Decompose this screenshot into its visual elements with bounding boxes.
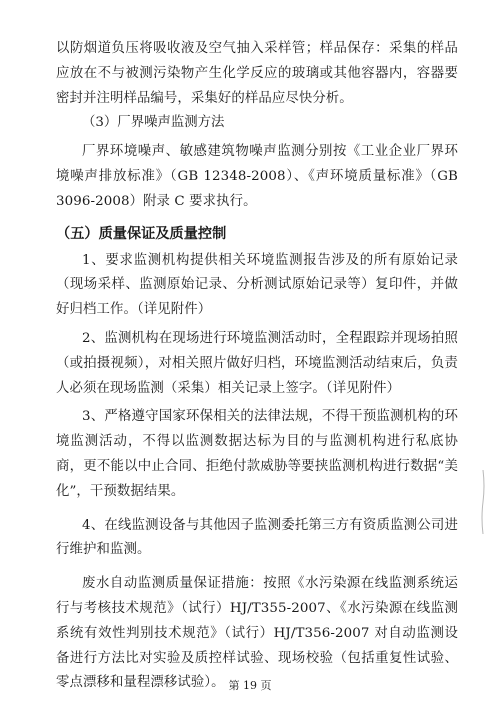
paragraph-sample-storage: 以防烟道负压将吸收液及空气抽入采样管；样品保存：采集的样品应放在不与被测污染物产生化学反应的玻璃或其他容器内，容器要密封并注明样品编号，采集好的样品应尽快分析。 — [56, 41, 458, 106]
section-heading-quality-control: （五）质量保证及质量控制 — [56, 225, 227, 242]
paragraph-noise-standards: 厂界环境噪声、敏感建筑物噪声监测分别按《工业企业厂界环境噪声排放标准》（GB 12348-2008）、《声环境质量标准》（GB 3096-2008）附录 C 要求执行。 — [56, 144, 458, 209]
paragraph-wastewater-qa: 废水自动监测质量保证措施：按照《水污染源在线监测系统运行与考核技术规范》（试行）HJ/T355-2007、《水污染源在线监测系统有效性判别技术规范》（试行）HJ/T356-2007 对自动监测设备进行方法比对实验及质控样试验、现场校验（包括重复性试验、零点漂移和量程漂移试验）。 — [56, 576, 458, 691]
binding-edge-mark — [480, 470, 486, 534]
list-item-original-records: 1、要求监测机构提供相关环境监测报告涉及的所有原始记录（现场采样、监测原始记录、分析测试原始记录等）复印件，并做好归档工作。（详见附件） — [56, 252, 458, 318]
subheading-noise-method: （3）厂界噪声监测方法 — [82, 115, 225, 131]
list-item-legal-compliance: 3、严格遵守国家环保相关的法律法规，不得干预监测机构的环境监测活动，不得以监测数据达标为目的与监测机构进行私底协商，更不能以中止合同、拒绝付款威胁等要挟监测机构进行数据“美化”，干预数据结果。 — [56, 409, 458, 499]
list-item-online-monitoring: 4、在线监测设备与其他因子监测委托第三方有资质监测公司进行维护和监测。 — [56, 517, 458, 558]
list-item-onsite-tracking: 2、监测机构在现场进行环境监测活动时，全程跟踪并现场拍照（或拍摄视频），对相关照片做好归档，环境监测活动结束后，负责人必须在现场监测（采集）相关记录上签字。（详见附件） — [56, 330, 458, 396]
page-body — [56, 37, 458, 696]
page-number-footer: 第 19 页 — [228, 679, 272, 692]
